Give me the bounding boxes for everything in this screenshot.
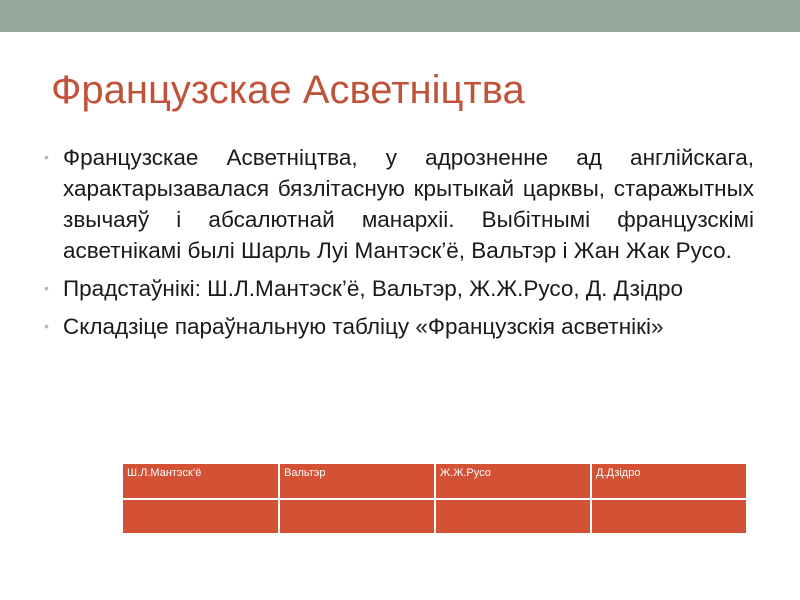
table-cell [279,499,435,534]
table-row [122,499,747,534]
table-header-row [122,463,747,499]
table-header-cell: Ш.Л.Мантэск’ё [122,463,279,499]
bullet-text: Складзіце параўнальную табліцу «Французскія асветнікі» [63,314,664,339]
table-cell [435,499,591,534]
bullet-dot-icon: • [44,318,49,334]
bullet-dot-icon: • [44,149,49,165]
table-header-cell: Д.Дзідро [591,463,747,499]
bullet-item [44,273,754,304]
table-header-cell: Вальтэр [279,463,435,499]
table-cell [591,499,747,534]
comparison-table [121,462,748,535]
bullet-text: Французскае Асветніцтва, у адрозненне ад англійскага, характарызавалася бязлітасную крытыкай царквы, старажытных звычаяў і абсалютнай манархіі. Выбітнымі французскімі асветнікамі былі Шарль Луі Мантэск’ё, Вальтэр і Жан Жак Русо. [63,145,754,263]
top-band [0,0,800,32]
bullet-list [44,142,754,349]
bullet-dot-icon: • [44,280,49,296]
slide-title: Французскае Асветніцтва [51,68,525,112]
table-cell [122,499,279,534]
bullet-item [44,142,754,266]
bullet-item [44,311,754,342]
table-header-cell: Ж.Ж.Русо [435,463,591,499]
bullet-text: Прадстаўнікі: Ш.Л.Мантэск’ё, Вальтэр, Ж.Ж.Русо, Д. Дзідро [63,276,684,301]
